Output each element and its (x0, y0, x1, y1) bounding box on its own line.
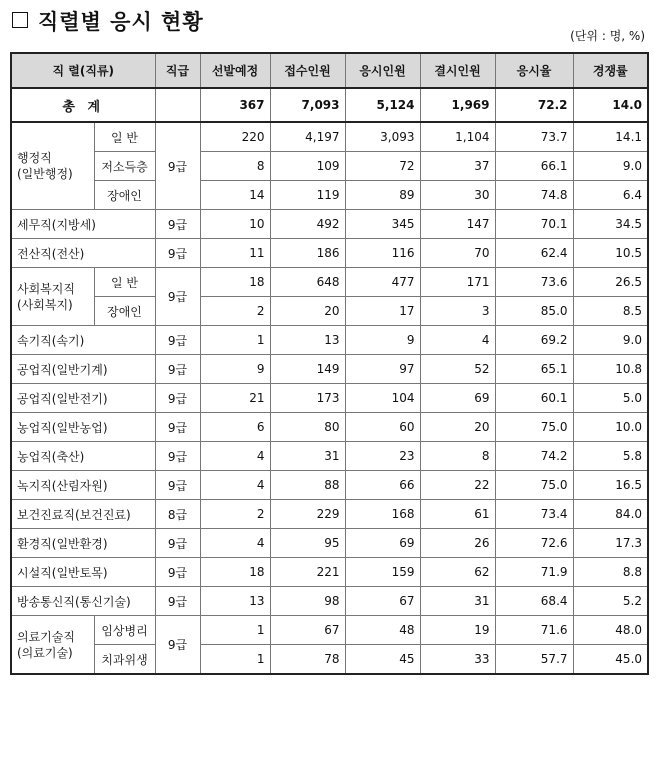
planned-cell: 2 (200, 297, 270, 326)
absent-cell: 4 (420, 326, 495, 355)
sub-category: 저소득층 (94, 152, 155, 181)
absent-cell: 147 (420, 210, 495, 239)
table-row (11, 471, 648, 500)
table-row (11, 210, 648, 239)
table-row (11, 529, 648, 558)
attendance-rate-cell: 70.1 (495, 210, 573, 239)
total-attended: 5,124 (345, 88, 420, 122)
planned-cell: 14 (200, 181, 270, 210)
series-group-name: 의료기술직 (의료기술) (11, 616, 94, 675)
attendance-rate-cell: 73.4 (495, 500, 573, 529)
grade-cell: 8급 (155, 500, 200, 529)
table-row (11, 616, 648, 645)
applied-cell: 119 (270, 181, 345, 210)
absent-cell: 62 (420, 558, 495, 587)
planned-cell: 1 (200, 616, 270, 645)
competition-rate-cell: 8.5 (573, 297, 648, 326)
competition-rate-cell: 5.8 (573, 442, 648, 471)
attended-cell: 345 (345, 210, 420, 239)
grade-cell: 9급 (155, 268, 200, 326)
attended-cell: 97 (345, 355, 420, 384)
table-row (11, 645, 648, 675)
grade-cell: 9급 (155, 529, 200, 558)
sub-category: 일 반 (94, 268, 155, 297)
absent-cell: 19 (420, 616, 495, 645)
header-absent: 결시인원 (420, 53, 495, 88)
table-row (11, 239, 648, 268)
attendance-rate-cell: 75.0 (495, 471, 573, 500)
competition-rate-cell: 6.4 (573, 181, 648, 210)
competition-rate-cell: 9.0 (573, 326, 648, 355)
planned-cell: 10 (200, 210, 270, 239)
applied-cell: 80 (270, 413, 345, 442)
header-planned: 선발예정 (200, 53, 270, 88)
total-grade (155, 88, 200, 122)
attended-cell: 159 (345, 558, 420, 587)
table-row (11, 122, 648, 152)
table-row (11, 181, 648, 210)
attended-cell: 116 (345, 239, 420, 268)
applied-cell: 186 (270, 239, 345, 268)
series-name: 농업직(일반농업) (11, 413, 155, 442)
planned-cell: 1 (200, 645, 270, 675)
attendance-rate-cell: 73.6 (495, 268, 573, 297)
applied-cell: 4,197 (270, 122, 345, 152)
attended-cell: 69 (345, 529, 420, 558)
grade-cell: 9급 (155, 122, 200, 210)
planned-cell: 11 (200, 239, 270, 268)
grade-cell: 9급 (155, 384, 200, 413)
attendance-rate-cell: 71.6 (495, 616, 573, 645)
applied-cell: 13 (270, 326, 345, 355)
header-applied: 접수인원 (270, 53, 345, 88)
attendance-rate-cell: 75.0 (495, 413, 573, 442)
grade-cell: 9급 (155, 442, 200, 471)
table-row (11, 587, 648, 616)
absent-cell: 8 (420, 442, 495, 471)
attended-cell: 72 (345, 152, 420, 181)
attended-cell: 60 (345, 413, 420, 442)
header-competition-rate: 경쟁률 (573, 53, 648, 88)
table-row (11, 326, 648, 355)
total-attendance-rate: 72.2 (495, 88, 573, 122)
sub-category: 일 반 (94, 122, 155, 152)
checkbox-square-icon (12, 12, 28, 28)
series-name: 방송통신직(통신기술) (11, 587, 155, 616)
table-row (11, 268, 648, 297)
applied-cell: 229 (270, 500, 345, 529)
absent-cell: 30 (420, 181, 495, 210)
applied-cell: 648 (270, 268, 345, 297)
attendance-rate-cell: 68.4 (495, 587, 573, 616)
series-name: 공업직(일반전기) (11, 384, 155, 413)
applied-cell: 221 (270, 558, 345, 587)
series-name: 녹지직(산림자원) (11, 471, 155, 500)
competition-rate-cell: 14.1 (573, 122, 648, 152)
planned-cell: 220 (200, 122, 270, 152)
absent-cell: 1,104 (420, 122, 495, 152)
grade-cell: 9급 (155, 558, 200, 587)
applied-cell: 492 (270, 210, 345, 239)
total-planned: 367 (200, 88, 270, 122)
table-row (11, 384, 648, 413)
grade-cell: 9급 (155, 355, 200, 384)
attendance-rate-cell: 85.0 (495, 297, 573, 326)
planned-cell: 18 (200, 558, 270, 587)
series-name: 공업직(일반기계) (11, 355, 155, 384)
planned-cell: 4 (200, 442, 270, 471)
series-name: 보건진료직(보건진료) (11, 500, 155, 529)
absent-cell: 37 (420, 152, 495, 181)
title-text: 직렬별 응시 현황 (38, 10, 204, 34)
planned-cell: 6 (200, 413, 270, 442)
table-row (11, 297, 648, 326)
attended-cell: 89 (345, 181, 420, 210)
planned-cell: 13 (200, 587, 270, 616)
applied-cell: 88 (270, 471, 345, 500)
absent-cell: 3 (420, 297, 495, 326)
applied-cell: 173 (270, 384, 345, 413)
competition-rate-cell: 34.5 (573, 210, 648, 239)
planned-cell: 9 (200, 355, 270, 384)
planned-cell: 1 (200, 326, 270, 355)
header-attended: 응시인원 (345, 53, 420, 88)
series-group-name: 사회복지직 (사회복지) (11, 268, 94, 326)
attendance-rate-cell: 71.9 (495, 558, 573, 587)
applied-cell: 149 (270, 355, 345, 384)
attendance-rate-cell: 69.2 (495, 326, 573, 355)
series-name: 농업직(축산) (11, 442, 155, 471)
grade-cell: 9급 (155, 587, 200, 616)
page-title (12, 6, 204, 36)
absent-cell: 22 (420, 471, 495, 500)
attendance-rate-cell: 66.1 (495, 152, 573, 181)
total-absent: 1,969 (420, 88, 495, 122)
attendance-rate-cell: 57.7 (495, 645, 573, 675)
sub-category: 장애인 (94, 181, 155, 210)
table-row (11, 500, 648, 529)
series-name: 세무직(지방세) (11, 210, 155, 239)
absent-cell: 70 (420, 239, 495, 268)
sub-category: 임상병리 (94, 616, 155, 645)
attendance-rate-cell: 74.2 (495, 442, 573, 471)
attendance-rate-cell: 73.7 (495, 122, 573, 152)
total-applied: 7,093 (270, 88, 345, 122)
attended-cell: 17 (345, 297, 420, 326)
competition-rate-cell: 8.8 (573, 558, 648, 587)
table-row (11, 413, 648, 442)
competition-rate-cell: 26.5 (573, 268, 648, 297)
applied-cell: 67 (270, 616, 345, 645)
total-label: 총 계 (11, 88, 155, 122)
absent-cell: 69 (420, 384, 495, 413)
series-name: 전산직(전산) (11, 239, 155, 268)
grade-cell: 9급 (155, 326, 200, 355)
attended-cell: 168 (345, 500, 420, 529)
attended-cell: 23 (345, 442, 420, 471)
competition-rate-cell: 5.0 (573, 384, 648, 413)
attended-cell: 104 (345, 384, 420, 413)
grade-cell: 9급 (155, 471, 200, 500)
attendance-rate-cell: 65.1 (495, 355, 573, 384)
applied-cell: 98 (270, 587, 345, 616)
sub-category: 장애인 (94, 297, 155, 326)
header-row (11, 53, 648, 88)
exam-status-table (10, 52, 649, 675)
grade-cell: 9급 (155, 616, 200, 675)
competition-rate-cell: 48.0 (573, 616, 648, 645)
planned-cell: 21 (200, 384, 270, 413)
planned-cell: 4 (200, 471, 270, 500)
applied-cell: 78 (270, 645, 345, 675)
grade-cell: 9급 (155, 239, 200, 268)
sub-category: 치과위생 (94, 645, 155, 675)
attended-cell: 67 (345, 587, 420, 616)
applied-cell: 109 (270, 152, 345, 181)
table-row (11, 558, 648, 587)
competition-rate-cell: 10.0 (573, 413, 648, 442)
applied-cell: 31 (270, 442, 345, 471)
applied-cell: 20 (270, 297, 345, 326)
attendance-rate-cell: 74.8 (495, 181, 573, 210)
competition-rate-cell: 5.2 (573, 587, 648, 616)
total-competition-rate: 14.0 (573, 88, 648, 122)
attendance-rate-cell: 60.1 (495, 384, 573, 413)
unit-note: (단위 : 명, %) (570, 29, 645, 43)
attended-cell: 9 (345, 326, 420, 355)
absent-cell: 61 (420, 500, 495, 529)
header-attendance-rate: 응시율 (495, 53, 573, 88)
competition-rate-cell: 9.0 (573, 152, 648, 181)
table-row (11, 152, 648, 181)
attended-cell: 477 (345, 268, 420, 297)
planned-cell: 18 (200, 268, 270, 297)
absent-cell: 31 (420, 587, 495, 616)
total-row (11, 88, 648, 122)
grade-cell: 9급 (155, 413, 200, 442)
competition-rate-cell: 10.5 (573, 239, 648, 268)
absent-cell: 171 (420, 268, 495, 297)
absent-cell: 26 (420, 529, 495, 558)
series-name: 시설직(일반토목) (11, 558, 155, 587)
attended-cell: 45 (345, 645, 420, 675)
absent-cell: 33 (420, 645, 495, 675)
attendance-rate-cell: 62.4 (495, 239, 573, 268)
series-group-name: 행정직 (일반행정) (11, 122, 94, 210)
planned-cell: 4 (200, 529, 270, 558)
planned-cell: 2 (200, 500, 270, 529)
header-series: 직 렬(직류) (11, 53, 155, 88)
header-grade: 직급 (155, 53, 200, 88)
competition-rate-cell: 84.0 (573, 500, 648, 529)
attendance-rate-cell: 72.6 (495, 529, 573, 558)
competition-rate-cell: 10.8 (573, 355, 648, 384)
applied-cell: 95 (270, 529, 345, 558)
table-row (11, 355, 648, 384)
table-row (11, 442, 648, 471)
planned-cell: 8 (200, 152, 270, 181)
competition-rate-cell: 16.5 (573, 471, 648, 500)
grade-cell: 9급 (155, 210, 200, 239)
attended-cell: 3,093 (345, 122, 420, 152)
absent-cell: 20 (420, 413, 495, 442)
absent-cell: 52 (420, 355, 495, 384)
series-name: 속기직(속기) (11, 326, 155, 355)
competition-rate-cell: 45.0 (573, 645, 648, 675)
competition-rate-cell: 17.3 (573, 529, 648, 558)
series-name: 환경직(일반환경) (11, 529, 155, 558)
attended-cell: 48 (345, 616, 420, 645)
attended-cell: 66 (345, 471, 420, 500)
